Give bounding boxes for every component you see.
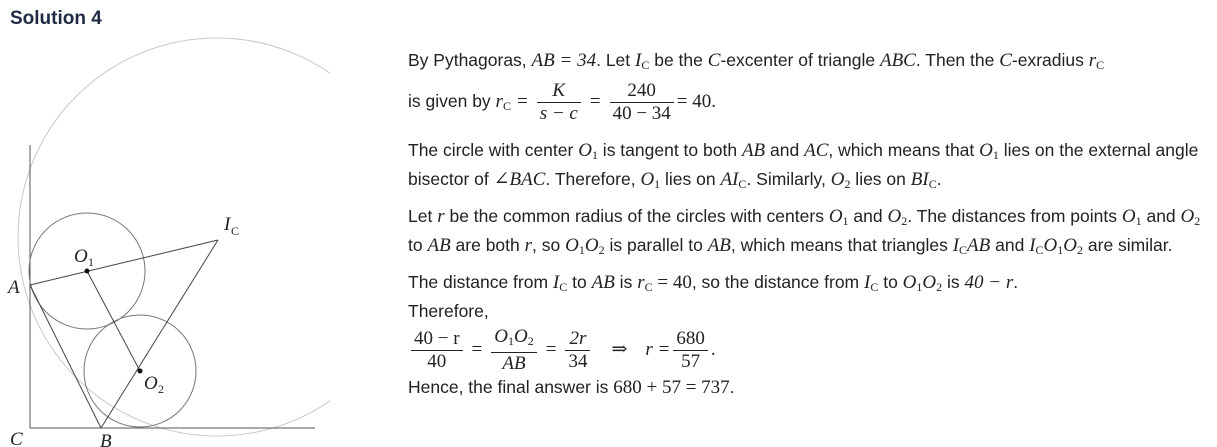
paragraph-4: The distance from $I_C$ to AB is $r_C = 40$, so the distance from $I_C$ to $O_1O_2$ is 40 − r. Therefore, [408,272,1019,321]
segment-a-ic [30,240,218,285]
equation-similarity: $\frac{40 - r}{40}$ = $\frac{O_1O_2}{AB}$ = $\frac{2r}{34}$ ⇒ r = $\frac{680}{57}$ . [408,325,1208,375]
fraction-2r-34: $\frac{2r}{34}$ [565,328,590,373]
label-o1-sub: 1 [88,255,94,269]
paragraph-final: Hence, the final answer is 680 + 57 = 737. [408,376,735,398]
label-a: A [8,277,20,298]
solution-heading: Solution 4 [10,8,102,29]
segment-o1-o2 [87,271,140,371]
fraction-240: $\frac{240}{40 - 34}$ [610,80,674,125]
label-o2-sub: 2 [158,382,164,396]
fraction-o1o2-ab: $\frac{O_1O_2}{AB}$ [491,326,536,375]
segment-b-ic [101,240,218,428]
paragraph-3: Let r be the common radius of the circles with centers $O_1$ and $O_2$. The distances from points $O_1$ and $O_2$ to AB are both r, so $O_1O_2$ is parallel to AB, which means that triangles $I_CAB$ and $I_CO_1O_2$ are similar. [408,206,1201,257]
point-o2 [138,369,143,374]
label-o2: O [144,373,158,394]
label-ic-sub: C [231,224,240,238]
point-o1 [85,269,90,274]
segment-ab [30,285,101,428]
excircle [18,38,330,436]
paragraph-2: The circle with center $O_1$ is tangent to both AB and AC, which means that $O_1$ lies on the external angle bisector of ∠BAC. Therefore, $O_1$ lies on $AI_C$. Similarly, $O_2$ lies on $BI_C$. [408,140,1199,191]
fraction-k: $\frac{K}{s - c}$ [537,80,581,125]
paragraph-1b: is given by $r_C$ = $\frac{K}{s - c}$ = $\frac{240}{40 - 34}$ = 40. [408,79,716,124]
label-c: C [10,429,23,447]
label-o1: O [74,246,88,267]
fraction-40-r: $\frac{40 - r}{40}$ [411,328,463,373]
label-ic: I [224,214,231,235]
geometry-figure [0,30,330,447]
paragraph-1: By Pythagoras, AB = 34. Let $I_C$ be the C-excenter of triangle ABC. Then the C-exradius $r_C$ [408,50,1105,72]
solution-text [408,48,1208,408]
label-b: B [100,431,112,447]
fraction-680-57: $\frac{680}{57}$ [673,328,708,373]
